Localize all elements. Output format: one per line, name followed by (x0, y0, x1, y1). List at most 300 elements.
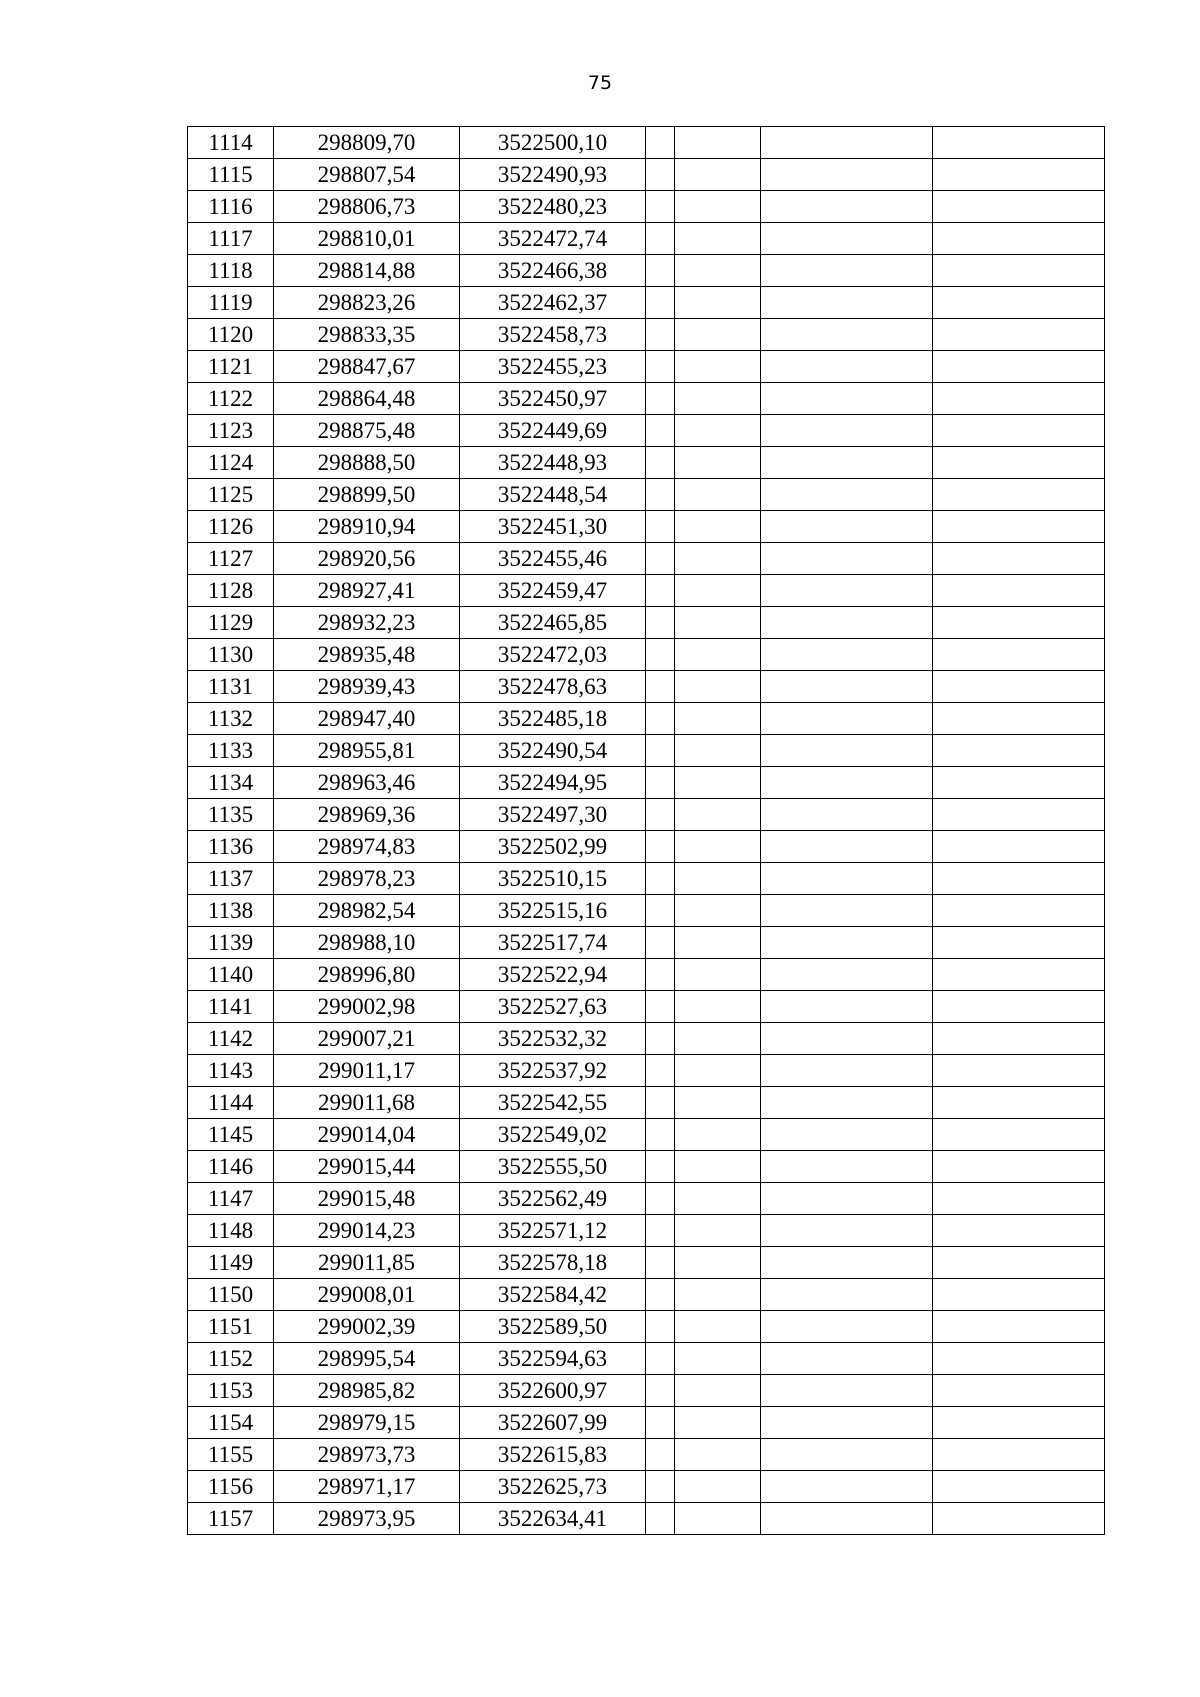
empty-cell (646, 991, 675, 1023)
table-row (188, 1439, 1105, 1471)
y-coordinate-cell: 3522458,73 (460, 319, 646, 351)
empty-cell (933, 767, 1105, 799)
x-coordinate-cell: 298847,67 (274, 351, 460, 383)
empty-cell (933, 415, 1105, 447)
empty-cell (761, 1279, 933, 1311)
empty-cell (933, 1119, 1105, 1151)
table-row (188, 575, 1105, 607)
empty-cell (933, 703, 1105, 735)
empty-cell (675, 1407, 761, 1439)
empty-cell (933, 1503, 1105, 1535)
table-row (188, 703, 1105, 735)
y-coordinate-cell: 3522594,63 (460, 1343, 646, 1375)
point-number-cell: 1157 (188, 1503, 274, 1535)
point-number-cell: 1125 (188, 479, 274, 511)
table-row (188, 991, 1105, 1023)
table-row (188, 1055, 1105, 1087)
empty-cell (933, 1247, 1105, 1279)
empty-cell (761, 287, 933, 319)
empty-cell (761, 1215, 933, 1247)
x-coordinate-cell: 298939,43 (274, 671, 460, 703)
empty-cell (646, 607, 675, 639)
empty-cell (646, 1183, 675, 1215)
empty-cell (646, 1119, 675, 1151)
y-coordinate-cell: 3522600,97 (460, 1375, 646, 1407)
empty-cell (646, 1055, 675, 1087)
empty-cell (761, 735, 933, 767)
y-coordinate-cell: 3522549,02 (460, 1119, 646, 1151)
y-coordinate-cell: 3522494,95 (460, 767, 646, 799)
empty-cell (646, 191, 675, 223)
y-coordinate-cell: 3522510,15 (460, 863, 646, 895)
empty-cell (675, 959, 761, 991)
empty-cell (761, 543, 933, 575)
empty-cell (761, 831, 933, 863)
empty-cell (675, 1215, 761, 1247)
x-coordinate-cell: 298947,40 (274, 703, 460, 735)
y-coordinate-cell: 3522517,74 (460, 927, 646, 959)
empty-cell (761, 1055, 933, 1087)
x-coordinate-cell: 298864,48 (274, 383, 460, 415)
y-coordinate-cell: 3522490,54 (460, 735, 646, 767)
point-number-cell: 1155 (188, 1439, 274, 1471)
empty-cell (933, 1407, 1105, 1439)
table-row (188, 1279, 1105, 1311)
empty-cell (646, 511, 675, 543)
empty-cell (646, 1279, 675, 1311)
empty-cell (933, 543, 1105, 575)
empty-cell (646, 127, 675, 159)
empty-cell (761, 319, 933, 351)
point-number-cell: 1121 (188, 351, 274, 383)
empty-cell (675, 383, 761, 415)
empty-cell (675, 543, 761, 575)
empty-cell (933, 1183, 1105, 1215)
empty-cell (761, 1311, 933, 1343)
table-row (188, 1215, 1105, 1247)
x-coordinate-cell: 298814,88 (274, 255, 460, 287)
empty-cell (761, 447, 933, 479)
empty-cell (933, 895, 1105, 927)
empty-cell (933, 127, 1105, 159)
empty-cell (675, 991, 761, 1023)
y-coordinate-cell: 3522459,47 (460, 575, 646, 607)
empty-cell (675, 255, 761, 287)
point-number-cell: 1152 (188, 1343, 274, 1375)
empty-cell (646, 1503, 675, 1535)
point-number-cell: 1117 (188, 223, 274, 255)
x-coordinate-cell: 298888,50 (274, 447, 460, 479)
empty-cell (675, 1471, 761, 1503)
y-coordinate-cell: 3522497,30 (460, 799, 646, 831)
empty-cell (761, 1151, 933, 1183)
y-coordinate-cell: 3522537,92 (460, 1055, 646, 1087)
empty-cell (761, 127, 933, 159)
table-row (188, 447, 1105, 479)
y-coordinate-cell: 3522500,10 (460, 127, 646, 159)
empty-cell (646, 1151, 675, 1183)
table-row (188, 1407, 1105, 1439)
table-row (188, 959, 1105, 991)
empty-cell (646, 1407, 675, 1439)
empty-cell (761, 1407, 933, 1439)
empty-cell (646, 255, 675, 287)
empty-cell (933, 1151, 1105, 1183)
empty-cell (675, 415, 761, 447)
empty-cell (675, 1055, 761, 1087)
point-number-cell: 1138 (188, 895, 274, 927)
point-number-cell: 1137 (188, 863, 274, 895)
table-row (188, 1311, 1105, 1343)
x-coordinate-cell: 298988,10 (274, 927, 460, 959)
point-number-cell: 1139 (188, 927, 274, 959)
table-row (188, 1183, 1105, 1215)
point-number-cell: 1142 (188, 1023, 274, 1055)
empty-cell (933, 1279, 1105, 1311)
empty-cell (761, 671, 933, 703)
y-coordinate-cell: 3522584,42 (460, 1279, 646, 1311)
empty-cell (675, 639, 761, 671)
x-coordinate-cell: 298973,95 (274, 1503, 460, 1535)
table-row (188, 191, 1105, 223)
point-number-cell: 1134 (188, 767, 274, 799)
x-coordinate-cell: 299014,04 (274, 1119, 460, 1151)
x-coordinate-cell: 298971,17 (274, 1471, 460, 1503)
empty-cell (646, 223, 675, 255)
point-number-cell: 1154 (188, 1407, 274, 1439)
table-row (188, 895, 1105, 927)
point-number-cell: 1120 (188, 319, 274, 351)
point-number-cell: 1136 (188, 831, 274, 863)
x-coordinate-cell: 299014,23 (274, 1215, 460, 1247)
point-number-cell: 1153 (188, 1375, 274, 1407)
empty-cell (933, 255, 1105, 287)
point-number-cell: 1124 (188, 447, 274, 479)
point-number-cell: 1128 (188, 575, 274, 607)
y-coordinate-cell: 3522542,55 (460, 1087, 646, 1119)
empty-cell (933, 671, 1105, 703)
x-coordinate-cell: 298996,80 (274, 959, 460, 991)
point-number-cell: 1126 (188, 511, 274, 543)
empty-cell (675, 287, 761, 319)
x-coordinate-cell: 298963,46 (274, 767, 460, 799)
empty-cell (933, 1375, 1105, 1407)
empty-cell (761, 255, 933, 287)
y-coordinate-cell: 3522448,93 (460, 447, 646, 479)
table-row (188, 1151, 1105, 1183)
table-row (188, 1471, 1105, 1503)
empty-cell (646, 671, 675, 703)
empty-cell (646, 895, 675, 927)
empty-cell (761, 1343, 933, 1375)
x-coordinate-cell: 299002,98 (274, 991, 460, 1023)
y-coordinate-cell: 3522472,03 (460, 639, 646, 671)
y-coordinate-cell: 3522449,69 (460, 415, 646, 447)
x-coordinate-cell: 298823,26 (274, 287, 460, 319)
empty-cell (646, 319, 675, 351)
y-coordinate-cell: 3522532,32 (460, 1023, 646, 1055)
empty-cell (933, 1311, 1105, 1343)
page-number: 75 (587, 72, 613, 94)
empty-cell (675, 895, 761, 927)
point-number-cell: 1135 (188, 799, 274, 831)
empty-cell (933, 511, 1105, 543)
y-coordinate-cell: 3522578,18 (460, 1247, 646, 1279)
y-coordinate-cell: 3522472,74 (460, 223, 646, 255)
empty-cell (646, 159, 675, 191)
table-row (188, 479, 1105, 511)
empty-cell (675, 1023, 761, 1055)
table-row (188, 1119, 1105, 1151)
empty-cell (933, 639, 1105, 671)
table-row (188, 767, 1105, 799)
empty-cell (646, 831, 675, 863)
empty-cell (675, 223, 761, 255)
y-coordinate-cell: 3522527,63 (460, 991, 646, 1023)
table-row (188, 319, 1105, 351)
empty-cell (761, 1471, 933, 1503)
empty-cell (933, 1215, 1105, 1247)
table-row (188, 351, 1105, 383)
empty-cell (675, 191, 761, 223)
point-number-cell: 1127 (188, 543, 274, 575)
empty-cell (761, 607, 933, 639)
coordinates-table (187, 126, 1105, 1535)
empty-cell (675, 607, 761, 639)
x-coordinate-cell: 298982,54 (274, 895, 460, 927)
empty-cell (646, 1247, 675, 1279)
table-row (188, 831, 1105, 863)
empty-cell (761, 927, 933, 959)
point-number-cell: 1141 (188, 991, 274, 1023)
empty-cell (933, 223, 1105, 255)
x-coordinate-cell: 298920,56 (274, 543, 460, 575)
table-row (188, 1023, 1105, 1055)
y-coordinate-cell: 3522490,93 (460, 159, 646, 191)
empty-cell (933, 799, 1105, 831)
empty-cell (675, 1087, 761, 1119)
table-row (188, 287, 1105, 319)
empty-cell (675, 1503, 761, 1535)
empty-cell (933, 191, 1105, 223)
point-number-cell: 1119 (188, 287, 274, 319)
y-coordinate-cell: 3522455,46 (460, 543, 646, 575)
table-row (188, 1343, 1105, 1375)
empty-cell (646, 735, 675, 767)
empty-cell (646, 703, 675, 735)
empty-cell (933, 735, 1105, 767)
x-coordinate-cell: 298932,23 (274, 607, 460, 639)
empty-cell (675, 799, 761, 831)
point-number-cell: 1156 (188, 1471, 274, 1503)
x-coordinate-cell: 298979,15 (274, 1407, 460, 1439)
y-coordinate-cell: 3522450,97 (460, 383, 646, 415)
empty-cell (675, 447, 761, 479)
empty-cell (933, 575, 1105, 607)
point-number-cell: 1144 (188, 1087, 274, 1119)
empty-cell (675, 735, 761, 767)
empty-cell (646, 1023, 675, 1055)
x-coordinate-cell: 299015,44 (274, 1151, 460, 1183)
empty-cell (761, 223, 933, 255)
x-coordinate-cell: 298807,54 (274, 159, 460, 191)
table-row (188, 1247, 1105, 1279)
y-coordinate-cell: 3522480,23 (460, 191, 646, 223)
empty-cell (675, 1439, 761, 1471)
point-number-cell: 1133 (188, 735, 274, 767)
empty-cell (933, 927, 1105, 959)
x-coordinate-cell: 298978,23 (274, 863, 460, 895)
empty-cell (933, 1343, 1105, 1375)
x-coordinate-cell: 299002,39 (274, 1311, 460, 1343)
empty-cell (761, 1183, 933, 1215)
empty-cell (761, 959, 933, 991)
empty-cell (675, 575, 761, 607)
empty-cell (646, 767, 675, 799)
point-number-cell: 1116 (188, 191, 274, 223)
empty-cell (761, 1439, 933, 1471)
x-coordinate-cell: 298875,48 (274, 415, 460, 447)
empty-cell (675, 351, 761, 383)
empty-cell (675, 767, 761, 799)
empty-cell (761, 1503, 933, 1535)
empty-cell (761, 863, 933, 895)
empty-cell (675, 1375, 761, 1407)
x-coordinate-cell: 298935,48 (274, 639, 460, 671)
x-coordinate-cell: 298973,73 (274, 1439, 460, 1471)
empty-cell (646, 1343, 675, 1375)
point-number-cell: 1115 (188, 159, 274, 191)
empty-cell (675, 511, 761, 543)
y-coordinate-cell: 3522451,30 (460, 511, 646, 543)
table-row (188, 543, 1105, 575)
empty-cell (646, 415, 675, 447)
x-coordinate-cell: 298806,73 (274, 191, 460, 223)
empty-cell (646, 543, 675, 575)
empty-cell (933, 991, 1105, 1023)
empty-cell (675, 863, 761, 895)
empty-cell (646, 383, 675, 415)
empty-cell (761, 1023, 933, 1055)
empty-cell (761, 1375, 933, 1407)
empty-cell (675, 831, 761, 863)
empty-cell (933, 1471, 1105, 1503)
point-number-cell: 1140 (188, 959, 274, 991)
y-coordinate-cell: 3522607,99 (460, 1407, 646, 1439)
empty-cell (646, 799, 675, 831)
empty-cell (646, 959, 675, 991)
y-coordinate-cell: 3522634,41 (460, 1503, 646, 1535)
x-coordinate-cell: 299011,68 (274, 1087, 460, 1119)
point-number-cell: 1131 (188, 671, 274, 703)
empty-cell (646, 1311, 675, 1343)
point-number-cell: 1129 (188, 607, 274, 639)
y-coordinate-cell: 3522589,50 (460, 1311, 646, 1343)
point-number-cell: 1130 (188, 639, 274, 671)
x-coordinate-cell: 299008,01 (274, 1279, 460, 1311)
table-row (188, 127, 1105, 159)
empty-cell (761, 415, 933, 447)
point-number-cell: 1143 (188, 1055, 274, 1087)
x-coordinate-cell: 298974,83 (274, 831, 460, 863)
empty-cell (675, 159, 761, 191)
empty-cell (646, 863, 675, 895)
y-coordinate-cell: 3522448,54 (460, 479, 646, 511)
y-coordinate-cell: 3522478,63 (460, 671, 646, 703)
x-coordinate-cell: 298995,54 (274, 1343, 460, 1375)
y-coordinate-cell: 3522466,38 (460, 255, 646, 287)
table-row (188, 1375, 1105, 1407)
empty-cell (675, 703, 761, 735)
table-row (188, 159, 1105, 191)
empty-cell (933, 479, 1105, 511)
point-number-cell: 1114 (188, 127, 274, 159)
empty-cell (933, 1087, 1105, 1119)
empty-cell (761, 191, 933, 223)
x-coordinate-cell: 298927,41 (274, 575, 460, 607)
table-row (188, 1503, 1105, 1535)
empty-cell (933, 287, 1105, 319)
empty-cell (761, 383, 933, 415)
empty-cell (675, 671, 761, 703)
point-number-cell: 1148 (188, 1215, 274, 1247)
empty-cell (761, 991, 933, 1023)
empty-cell (646, 1375, 675, 1407)
empty-cell (933, 1055, 1105, 1087)
table-row (188, 863, 1105, 895)
empty-cell (646, 639, 675, 671)
y-coordinate-cell: 3522562,49 (460, 1183, 646, 1215)
table-row (188, 255, 1105, 287)
table-row (188, 1087, 1105, 1119)
empty-cell (675, 927, 761, 959)
x-coordinate-cell: 298910,94 (274, 511, 460, 543)
x-coordinate-cell: 298809,70 (274, 127, 460, 159)
empty-cell (933, 383, 1105, 415)
empty-cell (933, 447, 1105, 479)
y-coordinate-cell: 3522485,18 (460, 703, 646, 735)
empty-cell (675, 1343, 761, 1375)
point-number-cell: 1151 (188, 1311, 274, 1343)
empty-cell (761, 511, 933, 543)
x-coordinate-cell: 299011,17 (274, 1055, 460, 1087)
empty-cell (646, 447, 675, 479)
table-row (188, 511, 1105, 543)
empty-cell (646, 1087, 675, 1119)
empty-cell (761, 159, 933, 191)
empty-cell (675, 1119, 761, 1151)
y-coordinate-cell: 3522625,73 (460, 1471, 646, 1503)
empty-cell (761, 767, 933, 799)
y-coordinate-cell: 3522615,83 (460, 1439, 646, 1471)
y-coordinate-cell: 3522462,37 (460, 287, 646, 319)
empty-cell (933, 319, 1105, 351)
empty-cell (933, 159, 1105, 191)
empty-cell (761, 1247, 933, 1279)
y-coordinate-cell: 3522555,50 (460, 1151, 646, 1183)
table-row (188, 415, 1105, 447)
empty-cell (646, 1471, 675, 1503)
y-coordinate-cell: 3522522,94 (460, 959, 646, 991)
empty-cell (761, 575, 933, 607)
y-coordinate-cell: 3522465,85 (460, 607, 646, 639)
x-coordinate-cell: 298833,35 (274, 319, 460, 351)
empty-cell (933, 959, 1105, 991)
empty-cell (646, 479, 675, 511)
table-row (188, 735, 1105, 767)
point-number-cell: 1145 (188, 1119, 274, 1151)
table-row (188, 799, 1105, 831)
